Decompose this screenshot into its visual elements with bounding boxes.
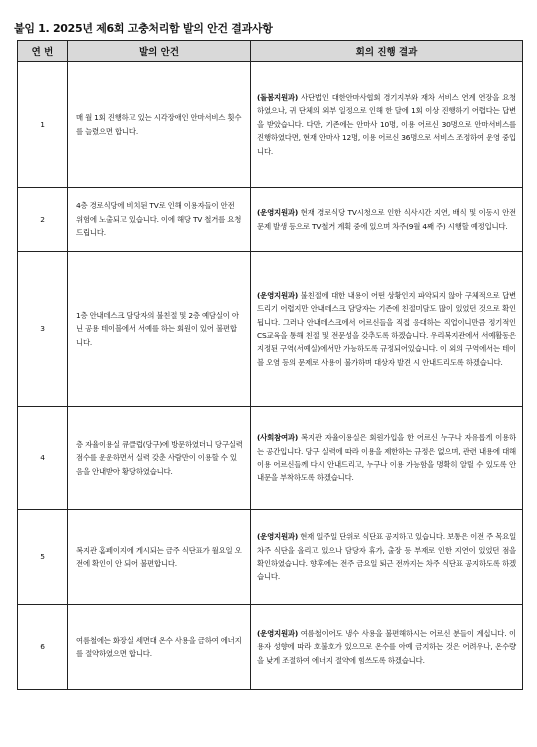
document-title: 붙임 1. 2025년 제6회 고충처리함 발의 안건 결과사항 bbox=[14, 22, 273, 35]
table-row bbox=[18, 252, 523, 407]
results-table bbox=[17, 40, 523, 690]
result-text: 현재 경로식당 TV시청으로 인한 식사시간 지연, 배식 및 이동시 안전문제 발생 등으로 TV철거 계획 중에 있으며 차주(9월 4째 주) 시행할 예정입니다. bbox=[257, 208, 516, 231]
department-label: (운영지원과) bbox=[257, 290, 299, 300]
result-cell bbox=[251, 407, 523, 510]
agenda-cell: 층 자율이용실 큐클럽(당구)에 방문하였더니 당구실력 점수를 운운하면서 실력 갖춘 사람만이 이용할 수 있음을 안내받아 황당하였습니다. bbox=[68, 407, 251, 510]
table-row bbox=[18, 605, 523, 690]
row-number: 3 bbox=[18, 252, 68, 407]
row-number: 4 bbox=[18, 407, 68, 510]
result-text: 여름철이어도 냉수 사용을 불편해하시는 어르신 분들이 계십니다. 이용자 성향에 따라 호불호가 있으므로 온수를 아예 금지하는 것은 어려우나, 온수량을 낮게 조절하여 에너지 절약에 힘쓰도록 하겠습니다. bbox=[257, 628, 516, 665]
table-row bbox=[18, 62, 523, 188]
row-number: 6 bbox=[18, 605, 68, 690]
header-agenda: 발의 안건 bbox=[68, 41, 251, 62]
agenda-cell: 4층 경로식당에 비치된 TV로 인해 이용자들이 안전 위험에 노출되고 있습니다. 이에 해당 TV 철거를 요청 드립니다. bbox=[68, 188, 251, 252]
result-text: 현재 일주일 단위로 식단표 공지하고 있습니다. 보통은 이전 주 목요일 차주 식단을 올리고 있으나 담당자 휴가, 출장 등 부재로 인한 지연이 있었던 점을 확인하였습니다. 향후에는 전주 금요일 퇴근 전까지는 차주 식단표 공지하도록 하겠습니다. bbox=[257, 532, 517, 582]
agenda-cell: 복지관 홈페이지에 게시되는 금주 식단표가 월요일 오전에 확인이 안 되어 불편합니다. bbox=[68, 510, 251, 605]
row-number: 5 bbox=[18, 510, 68, 605]
result-text: 복지관 자율이용실은 회원가입을 한 어르신 누구나 자유롭게 이용하는 공간입니다. 당구 실력에 따라 이용을 제한하는 규정은 없으며, 관련 내용에 대해 이용 어르신들께 다시 안내드리고, 누구나 이용 가능함을 명확히 알릴 수 있도록 안내문을 부착하도록 하겠습니다. bbox=[257, 433, 516, 483]
table-row bbox=[18, 510, 523, 605]
row-number: 2 bbox=[18, 188, 68, 252]
result-cell bbox=[251, 188, 523, 252]
department-label: (돌봄지원과) bbox=[257, 92, 299, 102]
agenda-cell: 1층 안내데스크 담당자의 불친절 및 2층 예담실이 아닌 공용 테이블에서 서예를 하는 회원이 있어 불편합니다. bbox=[68, 252, 251, 407]
row-number: 1 bbox=[18, 62, 68, 188]
result-text: 불친절에 대한 내용이 어떤 상황인지 파악되지 않아 구체적으로 답변 드리기 어렵지만 안내데스크 담당자는 기존에 친절미담도 많이 있었던 것으로 확인됩니다. 그러나 안내데스크에서 어르신들을 직접 응대하는 직업이니만큼 정기적인 CS교육을 통해 친절 및 전문성을 갖추도록 하겠습니다. 우리복지관에서 서예활동은 지정된 구역(서예실)에서만 가능하도록 규정되어있습니다. 이 외의 구역에서는 테이블 오염 등의 문제로 사용이 불가하며 대상자 발견 시 안내드리도록 하겠습니다. bbox=[257, 290, 516, 367]
header-number: 연 번 bbox=[18, 41, 68, 62]
department-label: (운영지원과) bbox=[257, 208, 299, 218]
result-cell bbox=[251, 252, 523, 407]
agenda-cell: 여름철에는 화장실 세면대 온수 사용을 금하여 에너지를 절약하였으면 합니다. bbox=[68, 605, 251, 690]
result-cell bbox=[251, 605, 523, 690]
result-text: 사단법인 대한안마사협회 경기지부와 재차 서비스 연계 연장을 요청하였으나, 귀 단체의 외부 일정으로 인해 한 달에 1회 이상 진행하기 어렵다는 답변을 받았습니다. 다만, 기존에는 안마사 10명, 이용 어르신 30명으로 안마서비스를 진행하였다면, 현재 안마사 12명, 이용 어르신 36명으로 서비스 조정하여 운영 중입니다. bbox=[257, 92, 516, 156]
table-row bbox=[18, 407, 523, 510]
header-row bbox=[18, 41, 523, 62]
department-label: (사회참여과) bbox=[257, 433, 299, 443]
result-cell bbox=[251, 62, 523, 188]
department-label: (운영지원과) bbox=[257, 532, 299, 542]
header-result: 회의 진행 결과 bbox=[251, 41, 523, 62]
table-row bbox=[18, 188, 523, 252]
department-label: (운영지원과) bbox=[257, 628, 299, 638]
result-cell bbox=[251, 510, 523, 605]
agenda-cell: 매 월 1회 진행하고 있는 시각장애인 안마서비스 횟수를 늘렸으면 합니다. bbox=[68, 62, 251, 188]
